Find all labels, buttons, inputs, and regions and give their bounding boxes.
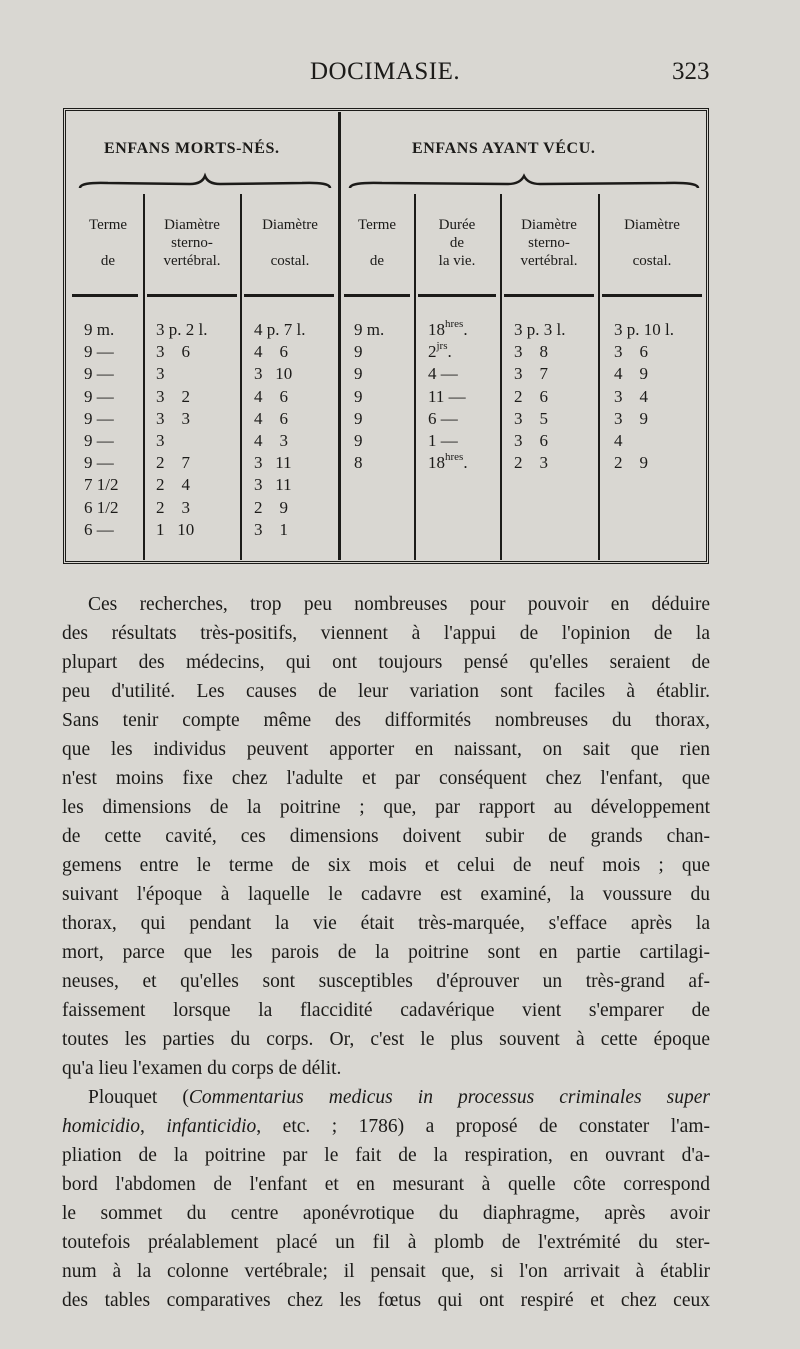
text-line: faissement lorsque la flaccidité cadavérique vient s'emparer de	[62, 1000, 710, 1021]
lived-cell: 1 —	[428, 431, 458, 450]
stillborn-cell: 9 —	[84, 453, 114, 473]
stillborn-cell: 4 p. 7 l.	[254, 320, 306, 339]
group-title-lived: ENFANS AYANT VÉCU.	[412, 140, 596, 157]
stillborn-cell: 9 —	[84, 364, 114, 384]
text-line: les dimensions de la poitrine ; que, par rapport au développement	[62, 797, 710, 818]
lived-cell: 9	[354, 386, 363, 406]
lived-cell: 9 m.	[354, 320, 385, 339]
stillborn-cell: 3	[156, 431, 165, 450]
lived-cell: 6 —	[428, 408, 458, 428]
stillborn-cell: 4 6	[254, 342, 288, 362]
stillborn-cell: 2 9	[254, 497, 288, 517]
stillborn-cell: 9 —	[84, 342, 114, 362]
text-line: gemens entre le terme de six mois et celui de neuf mois ; que	[62, 855, 710, 876]
column-divider	[598, 194, 600, 560]
lived-cell: 9	[354, 364, 363, 384]
text-line: suivant l'époque à laquelle le cadavre est examiné, la voussure du	[62, 884, 710, 905]
column-divider	[240, 194, 242, 560]
column-divider	[500, 194, 502, 560]
text-line: bord l'abdomen de l'enfant et en mesurant à quelle côte correspond	[62, 1174, 710, 1195]
stillborn-cell: 7 1/2	[84, 475, 119, 495]
lived-cell: 9	[354, 431, 363, 450]
column-divider	[414, 194, 416, 560]
brace-right	[348, 172, 700, 194]
stillborn-cell: 6 1/2	[84, 497, 119, 517]
header-rule	[244, 294, 334, 297]
text-line: thorax, qui pendant la vie était très-marquée, s'efface après la	[62, 913, 710, 934]
text-line: que les individus peuvent apporter en naissant, on sait que rien	[62, 739, 710, 760]
stillborn-cell: 2 7	[156, 453, 190, 473]
stillborn-cell: 3	[156, 364, 165, 384]
stillborn-cell: 1 10	[156, 519, 195, 539]
paragraph	[62, 1083, 710, 1315]
group-title-stillborn: ENFANS MORTS-NÉS.	[104, 140, 280, 157]
stillborn-cell: 9 m.	[84, 320, 115, 339]
lived-cell: 4 9	[614, 364, 648, 384]
text-line: num à la colonne vertébrale; il pensait que, si l'on arrivait à établir	[62, 1261, 710, 1282]
stillborn-cell: 2 4	[156, 475, 190, 495]
body-text	[62, 590, 710, 1315]
col-head-sterno: Diamètre sterno- vertébral.	[520, 217, 578, 269]
lived-cell: 3 8	[514, 342, 548, 362]
lived-cell: 3 6	[514, 431, 548, 450]
lived-cell: 3 p. 3 l.	[514, 320, 566, 339]
col-head-duree: Durée de la vie.	[438, 217, 476, 269]
stillborn-cell: 9 —	[84, 431, 114, 450]
lived-cell: 11 —	[428, 386, 466, 406]
lived-cell: $18^{hres}$.	[428, 451, 468, 473]
lived-cell: 3 7	[514, 364, 548, 384]
stillborn-cell: 3 6	[156, 342, 190, 362]
lived-cell: 4 —	[428, 364, 458, 384]
text-line: plupart des médecins, qui ont toujours pensé qu'elles seraient de	[62, 652, 710, 673]
lived-cell: 3 p. 10 l.	[614, 320, 674, 339]
text-line: neuses, et qu'elles sont susceptibles d'éprouver un très-grand af-	[62, 971, 710, 992]
stillborn-cell: 3 11	[254, 475, 292, 495]
lived-cell: 2 3	[514, 453, 548, 473]
lived-cell: 2 6	[514, 386, 548, 406]
header-rule	[344, 294, 410, 297]
text-line: des résultats très-positifs, viennent à l'appui de l'opinion de la	[62, 623, 710, 644]
stillborn-cell: 4 6	[254, 408, 288, 428]
lived-cell: $18^{hres}$.	[428, 318, 468, 339]
text-line: toutes les parties du corps. Or, c'est le plus souvent à cette époque	[62, 1029, 710, 1050]
stillborn-cell: 4 3	[254, 431, 288, 450]
col-head-sterno: Diamètre sterno- vertébral.	[163, 217, 221, 269]
stillborn-cell: 3 3	[156, 408, 190, 428]
stillborn-cell: 9 —	[84, 408, 114, 428]
brace-left	[78, 172, 332, 194]
col-head-terme: Terme de	[357, 217, 397, 269]
text-line: pliation de la poitrine par le fait de la respiration, en ouvrant d'a-	[62, 1145, 710, 1166]
stillborn-cell: 3 11	[254, 453, 292, 473]
paragraph	[62, 590, 710, 1083]
stillborn-cell: 9 —	[84, 386, 114, 406]
header-rule	[147, 294, 237, 297]
text-line: homicidio, infanticidio, etc. ; 1786) a proposé de constater l'am-	[62, 1116, 711, 1137]
lived-cell: 3 5	[514, 408, 548, 428]
lived-cell: 9	[354, 342, 363, 362]
col-head-costal: Diamètre costal.	[624, 217, 680, 269]
lived-cell: 3 6	[614, 342, 648, 362]
stillborn-cell: 2 3	[156, 497, 190, 517]
lived-cell: 3 9	[614, 408, 648, 428]
lived-cell: 4	[614, 431, 623, 450]
text-line: toutefois préalablement placé un fil à plomb de l'extrémité du ster-	[62, 1232, 710, 1253]
text-line: de cette cavité, ces dimensions doivent subir de grands chan-	[62, 826, 710, 847]
header-rule	[504, 294, 594, 297]
stillborn-cell: 3 10	[254, 364, 293, 384]
table-main-divider	[338, 112, 341, 560]
lived-cell: $2^{jrs}$.	[428, 340, 452, 362]
lived-cell: 3 4	[614, 386, 648, 406]
text-line: Ces recherches, trop peu nombreuses pour pouvoir en déduire	[88, 594, 710, 615]
text-line: Plouquet (Commentarius medicus in processus criminales super	[88, 1087, 710, 1108]
text-line: peu d'utilité. Les causes de leur variation sont faciles à établir.	[62, 681, 710, 702]
text-line: des tables comparatives chez les fœtus qui ont respiré et chez ceux	[62, 1290, 710, 1311]
text-line: mort, parce que les parois de la poitrine sont en partie cartilagi-	[62, 942, 710, 963]
col-head-terme: Terme de	[88, 217, 128, 269]
stillborn-cell: 6 —	[84, 519, 114, 539]
header-rule	[602, 294, 702, 297]
lived-cell: 8	[354, 453, 363, 473]
text-line: qu'a lieu l'examen du corps de délit.	[62, 1058, 342, 1079]
running-head: DOCIMASIE.	[310, 58, 461, 85]
stillborn-cell: 3 p. 2 l.	[156, 320, 208, 339]
lived-cell: 9	[354, 408, 363, 428]
stillborn-cell: 4 6	[254, 386, 288, 406]
stillborn-cell: 3 2	[156, 386, 190, 406]
stillborn-cell: 3 1	[254, 519, 288, 539]
lived-cell: 2 9	[614, 453, 648, 473]
column-divider	[143, 194, 145, 560]
text-line: n'est moins fixe chez l'adulte et par conséquent chez l'enfant, que	[62, 768, 710, 789]
col-head-costal: Diamètre costal.	[262, 217, 318, 269]
header-rule	[418, 294, 496, 297]
text-line: Sans tenir compte même des difformités nombreuses du thorax,	[62, 710, 710, 731]
header-rule	[72, 294, 138, 297]
text-line: le sommet du centre aponévrotique du diaphragme, après avoir	[62, 1203, 710, 1224]
page-number: 323	[672, 58, 710, 85]
